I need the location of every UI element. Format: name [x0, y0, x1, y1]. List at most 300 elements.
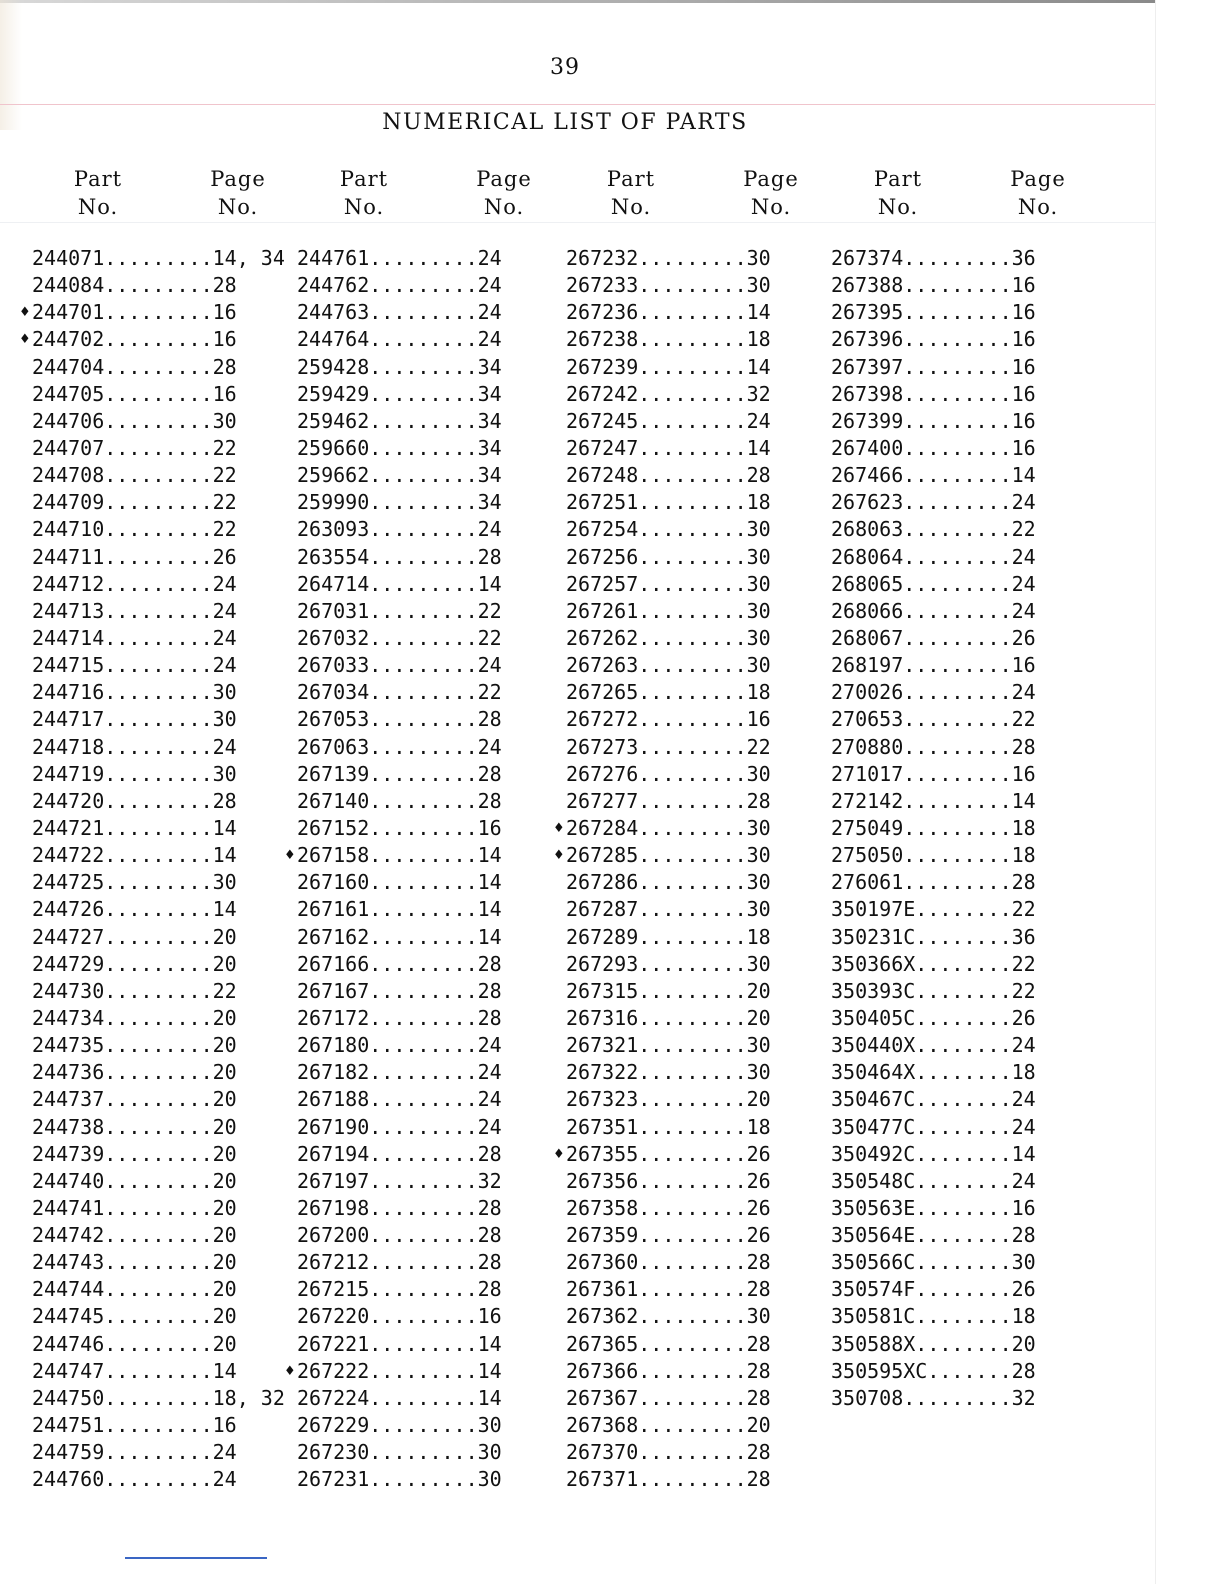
- dot-leader: .........: [104, 1005, 213, 1030]
- part-number: 268065: [831, 571, 904, 596]
- part-number: 270026: [831, 680, 904, 705]
- page-reference: 24: [1011, 1114, 1036, 1139]
- dot-leader: ........: [915, 1060, 1012, 1085]
- part-number: 259990: [297, 490, 370, 515]
- page-reference: 24: [477, 1087, 502, 1112]
- list-item: [831, 1276, 1036, 1303]
- page-reference: 24: [477, 1033, 502, 1058]
- list-item: [831, 435, 1036, 462]
- list-item: [566, 1249, 771, 1276]
- dot-leader: .........: [638, 1467, 747, 1492]
- page-reference: 36: [1011, 246, 1036, 270]
- list-item: [566, 896, 771, 923]
- list-item: [297, 299, 502, 326]
- dot-leader: .........: [638, 490, 747, 515]
- part-number: 267031: [297, 598, 370, 623]
- dot-leader: .........: [369, 815, 478, 840]
- page-reference: 30: [746, 1060, 771, 1085]
- page-reference: 30: [746, 870, 771, 895]
- list-item: [297, 924, 502, 951]
- list-item: [566, 924, 771, 951]
- part-number: 267262: [566, 625, 639, 650]
- part-number: 244751: [32, 1413, 105, 1438]
- part-number: 244720: [32, 788, 105, 813]
- part-number: 244721: [32, 815, 105, 840]
- page-number: 39: [550, 55, 580, 80]
- page-reference: 16: [1011, 300, 1036, 325]
- page-reference: 30: [477, 1413, 502, 1438]
- parts-column-2: [284, 245, 502, 1493]
- list-item: [32, 761, 285, 788]
- dot-leader: .........: [104, 788, 213, 813]
- part-number: 267194: [297, 1141, 370, 1166]
- part-number: 267167: [297, 978, 370, 1003]
- list-item: [831, 489, 1036, 516]
- dot-leader: .........: [638, 1385, 747, 1410]
- part-number: 267286: [566, 870, 639, 895]
- list-item: [32, 462, 285, 489]
- part-number: 244735: [32, 1033, 105, 1058]
- page-reference: 28: [477, 1195, 502, 1220]
- part-number: 267200: [297, 1223, 370, 1248]
- page-reference: 30: [746, 897, 771, 922]
- dot-leader: ........: [915, 1304, 1012, 1329]
- page-reference: 14: [477, 870, 502, 895]
- part-number: 259429: [297, 381, 370, 406]
- dot-leader: .........: [104, 1440, 213, 1465]
- list-item: [566, 1168, 771, 1195]
- column-header-part: Part No.: [73, 167, 123, 219]
- page-reference: 22: [212, 517, 237, 542]
- list-item: [32, 1005, 285, 1032]
- dot-leader: .........: [638, 978, 747, 1003]
- dot-leader: .........: [104, 897, 213, 922]
- page-reference: 22: [1011, 978, 1036, 1003]
- list-item: [831, 1086, 1036, 1113]
- dot-leader: .........: [638, 761, 747, 786]
- part-number: 267276: [566, 761, 639, 786]
- list-item: [831, 1303, 1036, 1330]
- list-item: [831, 1005, 1036, 1032]
- list-item: [297, 462, 502, 489]
- list-item: [32, 354, 285, 381]
- page-reference: 14: [477, 1358, 502, 1383]
- part-number: 267293: [566, 951, 639, 976]
- part-number: 244736: [32, 1060, 105, 1085]
- part-number: 350563E: [831, 1195, 916, 1220]
- dot-leader: .........: [638, 1005, 747, 1030]
- part-number: 244747: [32, 1358, 105, 1383]
- list-item: [566, 734, 771, 761]
- list-item: [566, 1086, 771, 1113]
- dot-leader: .........: [638, 300, 747, 325]
- list-item: [566, 462, 771, 489]
- page-reference: 28: [746, 463, 771, 488]
- dot-leader: .........: [369, 1114, 478, 1139]
- page-reference: 20: [212, 1087, 237, 1112]
- dot-leader: .......: [927, 1358, 1012, 1383]
- page-reference: 30: [746, 815, 771, 840]
- list-item: [831, 1331, 1036, 1358]
- list-item: [831, 978, 1036, 1005]
- dot-leader: .........: [104, 843, 213, 868]
- dot-leader: .........: [369, 1141, 478, 1166]
- part-number: 244702: [32, 327, 105, 352]
- dot-leader: .........: [104, 625, 213, 650]
- part-number: 350708: [831, 1385, 904, 1410]
- page-reference: 20: [212, 951, 237, 976]
- list-item: [32, 1032, 285, 1059]
- part-number: 267321: [566, 1033, 639, 1058]
- part-number: 244726: [32, 897, 105, 922]
- page-reference: 22: [1011, 517, 1036, 542]
- part-number: 267323: [566, 1087, 639, 1112]
- page-reference: 24: [1011, 680, 1036, 705]
- page-reference: 24: [212, 598, 237, 623]
- dot-leader: .........: [369, 1087, 478, 1112]
- dot-leader: .........: [369, 300, 478, 325]
- part-number: 267182: [297, 1060, 370, 1085]
- dot-leader: ........: [915, 1331, 1012, 1356]
- part-number: 267263: [566, 653, 639, 678]
- dot-leader: .........: [104, 435, 213, 460]
- list-item: [19, 299, 285, 326]
- dot-leader: .........: [638, 1141, 747, 1166]
- dot-leader: .........: [369, 1033, 478, 1058]
- list-item: [566, 326, 771, 353]
- part-number: 244705: [32, 381, 105, 406]
- list-item: [297, 435, 502, 462]
- part-number: 244741: [32, 1195, 105, 1220]
- dot-leader: .........: [104, 1114, 213, 1139]
- list-item: [831, 598, 1036, 625]
- page-reference: 14: [746, 354, 771, 379]
- page-reference: 26: [746, 1223, 771, 1248]
- dot-leader: ........: [915, 1168, 1012, 1193]
- dot-leader: .........: [638, 1250, 747, 1275]
- part-number: 267361: [566, 1277, 639, 1302]
- dot-leader: .........: [104, 598, 213, 623]
- list-item: [831, 299, 1036, 326]
- dot-leader: .........: [903, 653, 1012, 678]
- list-item: [297, 381, 502, 408]
- list-item: [32, 1331, 285, 1358]
- page-reference: 16: [1011, 653, 1036, 678]
- dot-leader: ........: [915, 1087, 1012, 1112]
- dot-leader: .........: [104, 1358, 213, 1383]
- part-number: 267232: [566, 246, 639, 270]
- part-number: 264714: [297, 571, 370, 596]
- page-reference: 20: [1011, 1331, 1036, 1356]
- list-item: [566, 1439, 771, 1466]
- part-number: 267053: [297, 707, 370, 732]
- page-reference: 22: [477, 598, 502, 623]
- dot-leader: .........: [369, 1168, 478, 1193]
- page-reference: 20: [212, 1331, 237, 1356]
- list-item: [297, 815, 502, 842]
- page-reference: 30: [212, 761, 237, 786]
- list-item: [32, 245, 285, 272]
- page-reference: 20: [746, 978, 771, 1003]
- part-number: 268066: [831, 598, 904, 623]
- list-item: [831, 869, 1036, 896]
- dot-leader: .........: [903, 381, 1012, 406]
- dot-leader: .........: [903, 625, 1012, 650]
- page-reference: 24: [1011, 598, 1036, 623]
- dot-leader: .........: [369, 381, 478, 406]
- page-reference: 28: [746, 1358, 771, 1383]
- list-item: [284, 842, 502, 869]
- page-reference: 34: [477, 408, 502, 433]
- part-number: 259660: [297, 435, 370, 460]
- page-reference: 24: [746, 408, 771, 433]
- list-item: [297, 272, 502, 299]
- part-number: 268063: [831, 517, 904, 542]
- part-number: 244710: [32, 517, 105, 542]
- part-number: 267236: [566, 300, 639, 325]
- page-reference: 20: [746, 1005, 771, 1030]
- dot-leader: .........: [369, 625, 478, 650]
- list-item: [297, 1303, 502, 1330]
- scan-margin: [1155, 0, 1224, 1584]
- part-number: 268067: [831, 625, 904, 650]
- dot-leader: .........: [104, 273, 213, 298]
- list-item: [831, 924, 1036, 951]
- dot-leader: .........: [104, 1277, 213, 1302]
- list-item: [297, 1466, 502, 1493]
- page-reference: 18: [1011, 1304, 1036, 1329]
- list-item: [32, 734, 285, 761]
- page-reference: 20: [212, 1114, 237, 1139]
- part-number: 267397: [831, 354, 904, 379]
- list-item: [32, 598, 285, 625]
- list-item: [32, 1195, 285, 1222]
- list-item: [32, 1059, 285, 1086]
- part-number: 267359: [566, 1223, 639, 1248]
- page-reference: 28: [1011, 1223, 1036, 1248]
- part-number: 244762: [297, 273, 370, 298]
- part-number: 267245: [566, 408, 639, 433]
- list-item: [284, 1358, 502, 1385]
- list-item: [553, 1141, 771, 1168]
- part-number: 267248: [566, 463, 639, 488]
- page-reference: 14: [746, 435, 771, 460]
- page-reference: 22: [746, 734, 771, 759]
- dot-leader: .........: [369, 544, 478, 569]
- page-reference: 28: [477, 1141, 502, 1166]
- part-number: 244729: [32, 951, 105, 976]
- part-number: 350564E: [831, 1223, 916, 1248]
- part-number: 244071: [32, 246, 105, 270]
- dot-leader: .........: [104, 680, 213, 705]
- page-reference: 30: [746, 1033, 771, 1058]
- page-reference: 20: [212, 1005, 237, 1030]
- dot-leader: .........: [903, 327, 1012, 352]
- list-item: [32, 544, 285, 571]
- page-reference: 24: [477, 1060, 502, 1085]
- part-number: 244701: [32, 300, 105, 325]
- list-item: [566, 299, 771, 326]
- list-item: [297, 1331, 502, 1358]
- column-header-part: Part No.: [873, 167, 923, 219]
- part-number: 271017: [831, 761, 904, 786]
- page-reference: 28: [477, 761, 502, 786]
- diamond-marker-icon: ♦: [19, 305, 31, 321]
- page-reference: 34: [477, 354, 502, 379]
- part-number: 267139: [297, 761, 370, 786]
- part-number: 268064: [831, 544, 904, 569]
- list-item: [566, 1005, 771, 1032]
- part-number: 244722: [32, 843, 105, 868]
- page-reference: 18: [1011, 843, 1036, 868]
- part-number: 244716: [32, 680, 105, 705]
- dot-leader: .........: [104, 815, 213, 840]
- list-item: [297, 761, 502, 788]
- page-reference: 24: [477, 734, 502, 759]
- list-item: [831, 1249, 1036, 1276]
- list-item: [32, 435, 285, 462]
- list-item: [297, 1385, 502, 1412]
- list-item: [566, 869, 771, 896]
- list-item: [566, 1114, 771, 1141]
- list-item: [553, 815, 771, 842]
- page-reference: 30: [746, 625, 771, 650]
- list-item: [831, 951, 1036, 978]
- part-number: 244761: [297, 246, 370, 270]
- part-number: 267230: [297, 1440, 370, 1465]
- part-number: 275050: [831, 843, 904, 868]
- list-item: [297, 706, 502, 733]
- dot-leader: .........: [104, 354, 213, 379]
- page-reference: 18: [746, 924, 771, 949]
- page-reference: 22: [212, 978, 237, 1003]
- list-item: [831, 1114, 1036, 1141]
- list-item: [297, 571, 502, 598]
- part-number: 267371: [566, 1467, 639, 1492]
- dot-leader: .........: [369, 1385, 478, 1410]
- diamond-marker-icon: ♦: [19, 332, 31, 348]
- part-number: 267272: [566, 707, 639, 732]
- list-item: [297, 1114, 502, 1141]
- dot-leader: .........: [104, 1060, 213, 1085]
- dot-leader: .........: [369, 1223, 478, 1248]
- part-number: 267197: [297, 1168, 370, 1193]
- dot-leader: .........: [104, 870, 213, 895]
- part-number: 267161: [297, 897, 370, 922]
- page-reference: 14: [477, 843, 502, 868]
- list-item: [32, 924, 285, 951]
- page-reference: 16: [1011, 408, 1036, 433]
- page-reference: 26: [746, 1168, 771, 1193]
- dot-leader: .........: [638, 653, 747, 678]
- list-item: [32, 788, 285, 815]
- part-number: 267032: [297, 625, 370, 650]
- list-item: [297, 354, 502, 381]
- page-reference: 22: [477, 680, 502, 705]
- page-reference: 34: [477, 490, 502, 515]
- dot-leader: .........: [369, 653, 478, 678]
- dot-leader: ........: [915, 978, 1012, 1003]
- part-number: 267247: [566, 435, 639, 460]
- list-item: [297, 1086, 502, 1113]
- header-divider: [0, 222, 1155, 223]
- part-number: 244704: [32, 354, 105, 379]
- part-number: 267623: [831, 490, 904, 515]
- dot-leader: .........: [638, 1033, 747, 1058]
- page-reference: 28: [477, 707, 502, 732]
- dot-leader: .........: [369, 1467, 478, 1492]
- part-number: 267374: [831, 246, 904, 270]
- list-item: [32, 896, 285, 923]
- page-reference: 16: [1011, 1195, 1036, 1220]
- dot-leader: .........: [369, 734, 478, 759]
- part-number: 267273: [566, 734, 639, 759]
- list-item: [297, 896, 502, 923]
- part-number: 267287: [566, 897, 639, 922]
- list-item: [297, 652, 502, 679]
- page-reference: 26: [746, 1141, 771, 1166]
- list-item: [32, 1276, 285, 1303]
- part-number: 267221: [297, 1331, 370, 1356]
- list-item: [297, 1439, 502, 1466]
- list-item: [297, 625, 502, 652]
- list-item: [566, 761, 771, 788]
- dot-leader: .........: [903, 788, 1012, 813]
- dot-leader: .........: [104, 1195, 213, 1220]
- part-number: 267362: [566, 1304, 639, 1329]
- page-reference: 14: [477, 1331, 502, 1356]
- part-number: 244714: [32, 625, 105, 650]
- list-item: [831, 1168, 1036, 1195]
- part-number: 350405C: [831, 1005, 916, 1030]
- page-reference: 24: [212, 571, 237, 596]
- page-reference: 22: [212, 463, 237, 488]
- page-reference: 24: [477, 327, 502, 352]
- dot-leader: .........: [369, 246, 478, 270]
- part-number: 350467C: [831, 1087, 916, 1112]
- list-item: [32, 1249, 285, 1276]
- page-reference: 26: [1011, 625, 1036, 650]
- part-number: 267265: [566, 680, 639, 705]
- part-number: 350548C: [831, 1168, 916, 1193]
- part-number: 244718: [32, 734, 105, 759]
- page-reference: 16: [1011, 327, 1036, 352]
- page-reference: 28: [477, 951, 502, 976]
- dot-leader: ........: [915, 924, 1012, 949]
- page-reference: 20: [212, 924, 237, 949]
- dot-leader: .........: [903, 354, 1012, 379]
- column-header-page: Page No.: [1010, 167, 1066, 219]
- part-number: 267212: [297, 1250, 370, 1275]
- dot-leader: .........: [903, 517, 1012, 542]
- page-reference: 32: [477, 1168, 502, 1193]
- page-reference: 24: [1011, 490, 1036, 515]
- list-item: [831, 1358, 1036, 1385]
- list-item: [831, 516, 1036, 543]
- part-number: 267158: [297, 843, 370, 868]
- page-reference: 24: [477, 300, 502, 325]
- column-header-page: Page No.: [743, 167, 799, 219]
- dot-leader: .........: [903, 734, 1012, 759]
- list-item: [831, 842, 1036, 869]
- list-item: [566, 489, 771, 516]
- page-reference: 28: [746, 1467, 771, 1492]
- list-item: [19, 326, 285, 353]
- page-reference: 26: [212, 544, 237, 569]
- page-reference: 22: [212, 490, 237, 515]
- part-number: 244084: [32, 273, 105, 298]
- dot-leader: ........: [915, 951, 1012, 976]
